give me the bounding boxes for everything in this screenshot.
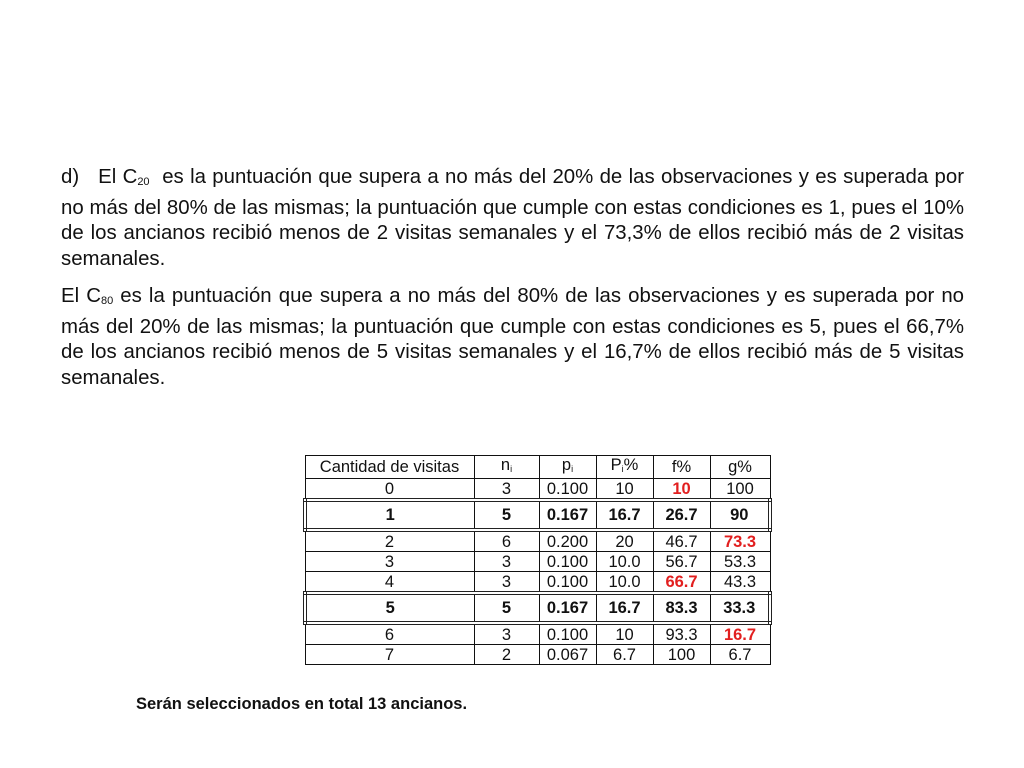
cell-p: 0.100 (539, 552, 596, 572)
table-row (305, 552, 770, 572)
header-n-label: n (500, 456, 511, 474)
cell-P: 10.0 (596, 552, 653, 572)
cell-n: 2 (474, 645, 539, 665)
cell-g: 33.3 (710, 593, 770, 623)
cell-p: 0.100 (539, 479, 596, 501)
item-prefix: d) (61, 166, 80, 188)
table-row-highlighted (305, 593, 770, 623)
cell-f: 10 (653, 479, 710, 501)
header-n-sub: i (510, 464, 513, 474)
cell-g: 16.7 (710, 623, 770, 645)
cell-n: 5 (474, 500, 539, 530)
cell-g: 43.3 (710, 572, 770, 594)
c20-label: El C (98, 166, 138, 188)
cell-n: 3 (474, 479, 539, 501)
header-P-label: P (610, 456, 622, 474)
cell-f: 26.7 (653, 500, 710, 530)
header-p-sub: i (571, 464, 574, 474)
header-n (474, 456, 539, 479)
frequency-table-container (303, 455, 768, 665)
cell-cantidad: 7 (305, 645, 474, 665)
c20-text: es la puntuación que supera a no más del 20% de las observaciones y es superada por no más del 80% de las mismas; la puntuación que cumple con estas condiciones es 1, pues el 10% de los ancianos recibió menos de 2 visitas semanales y el 73,3% de ellos recibió más de 2 visitas semanales. (61, 166, 964, 270)
cell-p: 0.167 (539, 593, 596, 623)
cell-cantidad: 3 (305, 552, 474, 572)
cell-P: 10 (596, 623, 653, 645)
cell-n: 5 (474, 593, 539, 623)
cell-f: 56.7 (653, 552, 710, 572)
header-P (596, 456, 653, 479)
cell-p: 0.100 (539, 572, 596, 594)
cell-g: 100 (710, 479, 770, 501)
c20-subscript: 20 (137, 176, 150, 188)
cell-p: 0.200 (539, 530, 596, 552)
cell-P: 16.7 (596, 593, 653, 623)
table-header-row (305, 456, 770, 479)
cell-g: 6.7 (710, 645, 770, 665)
table-row (305, 572, 770, 594)
frequency-table (303, 455, 772, 665)
cell-P: 20 (596, 530, 653, 552)
cell-p: 0.067 (539, 645, 596, 665)
cell-P: 10.0 (596, 572, 653, 594)
cell-cantidad: 5 (305, 593, 474, 623)
paragraph-c20 (61, 165, 964, 272)
header-P-sub: i (621, 464, 624, 474)
header-p (539, 456, 596, 479)
cell-cantidad: 0 (305, 479, 474, 501)
cell-f: 93.3 (653, 623, 710, 645)
cell-n: 3 (474, 572, 539, 594)
table-row-highlighted (305, 500, 770, 530)
cell-n: 3 (474, 552, 539, 572)
cell-cantidad: 6 (305, 623, 474, 645)
header-p-label: p (561, 456, 572, 474)
paragraph-c80 (61, 284, 964, 391)
header-f: f% (653, 456, 710, 479)
cell-P: 10 (596, 479, 653, 501)
footer-note: Serán seleccionados en total 13 ancianos. (136, 695, 468, 713)
cell-g: 90 (710, 500, 770, 530)
cell-cantidad: 2 (305, 530, 474, 552)
c80-subscript: 80 (100, 295, 114, 307)
cell-f: 100 (653, 645, 710, 665)
cell-p: 0.100 (539, 623, 596, 645)
cell-cantidad: 1 (305, 500, 474, 530)
table-row (305, 530, 770, 552)
c80-label: El C (61, 285, 101, 307)
cell-P: 16.7 (596, 500, 653, 530)
cell-n: 3 (474, 623, 539, 645)
header-g: g% (710, 456, 770, 479)
cell-f: 83.3 (653, 593, 710, 623)
header-cantidad: Cantidad de visitas (305, 456, 474, 479)
c80-text: es la puntuación que supera a no más del 80% de las observaciones y es superada por no más del 20% de las mismas; la puntuación que cumple con estas condiciones es 5, pues el 66,7% de los ancianos recibió menos de 5 visitas semanales y el 16,7% de ellos recibió más de 5 visitas semanales. (61, 285, 964, 389)
table-row (305, 623, 770, 645)
cell-g: 73.3 (710, 530, 770, 552)
cell-p: 0.167 (539, 500, 596, 530)
table-row (305, 479, 770, 501)
table-row (305, 645, 770, 665)
cell-n: 6 (474, 530, 539, 552)
header-P-suffix: % (623, 456, 639, 474)
cell-f: 46.7 (653, 530, 710, 552)
cell-f: 66.7 (653, 572, 710, 594)
cell-cantidad: 4 (305, 572, 474, 594)
cell-P: 6.7 (596, 645, 653, 665)
cell-g: 53.3 (710, 552, 770, 572)
